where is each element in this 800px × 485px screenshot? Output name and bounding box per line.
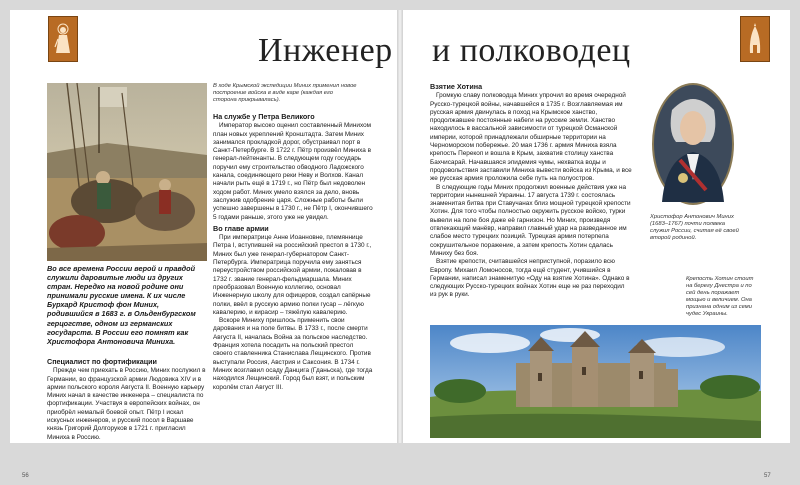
right-page-number: 57 (764, 473, 771, 479)
army-heading: Во главе армии (213, 223, 269, 233)
khotin-heading: Взятие Хотина (430, 82, 483, 91)
saint-emblem-icon (48, 16, 78, 62)
battle-painting (47, 83, 207, 261)
army-text-2: Вскоре Миниху пришлось применить свои дарования и на поле битвы. В 1733 г., после смерти Августа II, началась Война за польское наследство. Франция хотела посадить на польский престол своего ставленника Станислава Лещинского. Против выступали Россия, Австрия и Саксония. В 1734 г. Миних возглавил осаду Данцига (Гданьска), где тогда находился Лещинский. Город был взят, и польским королём стал Август III. (213, 317, 373, 391)
fortification-text: Прежде чем приехать в Россию, Миних послужил в Германии, во французской армии Людовика XIV и в армии польского короля Августа II. Военную карьеру Миних начал в качестве инженера – специалиста по фортификации. Участвуя в европейских войнах, он приобрёл немалый боевой опыт. Пётр I искал искусных инженеров, и русский посол в Варшаве князь Григорий Долгоруков в 1721 г. пригласил Миниха в Россию. (47, 367, 206, 441)
peter-text: Император высоко оценил составленный Минихом план новых укреплений Кронштадта. Затем Миних занимался прокладкой дорог, обустраивал порт в Санкт-Петербурге. В 1722 г. Пётр произвёл Миниха в генерал-лейтенанты. В следующем году государь поручил ему строительство обводного Ладожского канала, соединяющего реки Неву и Волхов. Канал начали рыть ещё в 1719 г., но Пётр был недоволен ходом работ. Миних умело взялся за дело, вновь заслужив одобрение царя. Сложные работы были успешно завершены в 1730 г., не Пётр I, окончившего 5 годами раньше, этого уже не увидел. (213, 122, 373, 221)
minich-portrait (650, 80, 736, 210)
left-page-number: 56 (22, 473, 29, 479)
peter-heading: На службе у Петра Великого (213, 112, 315, 121)
khotin-text-3: Взятие крепости, считавшейся неприступной, поразило всю Европу. Михаил Ломоносов, тогда ещё студент, учившийся в Германии, написал знаменитую «Оду на взятие Хотина». Однако в следующих Русско-турецких войнах Хотин еще не раз переходил из рук в руки. (430, 258, 630, 299)
khotin-section (430, 80, 632, 300)
portrait-caption: Христофор Антонович Миних (1683–1767) почти полвека служил России, считая её своей второй родиной. (650, 214, 739, 241)
khotin-text-2: В следующие годы Миних продолжил военные действия уже на территории нынешней Украины. 17 августа 1739 г. состоялась знаменитая битва при Ставучанах близ мощной турецкой крепости Хотин. Для того чтобы полностью окружить русское войско, турки вывели на поле боя даже её гарнизон. Но Миних, произведя отвлекающий манёвр, направил главный удар на разведанное им слабое место турецких позиций. Турецкая армия потерпела сокрушительное поражение, а затем крепость Хотин сдалась Миниху без боя. (430, 183, 631, 257)
peter-section (213, 110, 373, 392)
painting-caption: В ходе Крымской экспедиции Миних применил новое построение войска в виде каре (каждая его сторона прикрывалась). (213, 83, 357, 103)
khotin-text-1: Громкую славу полководца Миних упрочил во время очередной Русско-турецкой войны, начавшейся в 1735 г. Возглавляемая им русская армия двинулась в поход на Крымское ханство, продолжавшее постоянные набеги на русские земли. Ханство находилось в вассальной зависимости от турецкой Османской империи, которой принадлежали обширные территории на Черноморском побережье. 20 мая 1736 г. армия Миниха взяла крепость Перекоп и вошла в Крым, захватив столицу ханства Бахчисарай. Начавшаяся эпидемия чумы, нехватка воды и продовольствия заставили Миниха вывести войска из Крыма, и все же русская армия проложила себе путь на полуостров. (430, 92, 632, 183)
intro-bold-caption: Во все времена России верой и правдой служили даровитые люди из других стран. Нередко на новой родине они принимали русские имена. К их числе Бурхард Кристоф фон Миних, родившийся в 1683 г. в Ольденбургском герцогстве, одном из германских государств. В России его помнят как Христофора Антоновича Миниха. (47, 264, 196, 346)
fortification-section (47, 355, 207, 442)
khotin-fortress-photo (430, 325, 761, 438)
title-left-word: Инженер (258, 32, 393, 69)
title-right-phrase: и полководец (432, 32, 631, 69)
army-text-1: При императрице Анне Иоанновне, племяннице Петра I, вступившей на российский престол в 1730 г., Миних был уже генерал-губернатором Санкт-Петербурга. Императрица поручила ему заняться переустройством российской армии, пожаловав в 1732 г. звание генерал-фельдмаршала. Миних преобразовал Военную коллегию, основал Инженерную школу для офицеров, создал сапёрные полки, ввёл в русскую армию полки гусар – лёгкую кавалерию, и кирасир – тяжёлую кавалерию. (213, 234, 372, 316)
church-emblem-icon (740, 16, 770, 62)
fortress-caption: Крепость Хотин стоит на берегу Днестра и по сей день поражает мощью и величием. Она признана одним из семи чудес Украины. (686, 276, 754, 317)
fortification-heading: Специалист по фортификации (47, 357, 157, 366)
